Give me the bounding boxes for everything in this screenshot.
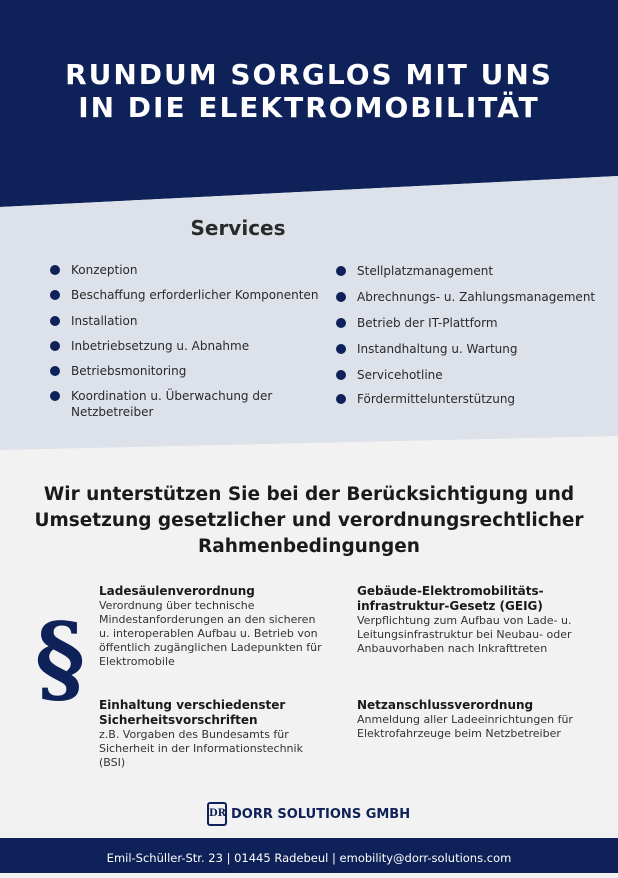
law-item-title: Gebäude-Elektromobilitäts-infrastruktur-Gesetz (GEIG): [357, 584, 544, 613]
law-item-text: z.B. Vorgaben des Bundesamts für Sicherheit in der Informationstechnik (BSI): [99, 728, 303, 769]
paragraph-icon: §: [34, 602, 86, 715]
page-title-line-1: RUNDUM SORGLOS MIT UNS: [65, 58, 553, 91]
bullet-icon: [336, 292, 346, 302]
bullet-icon: [336, 344, 346, 354]
bullet-icon: [50, 290, 60, 300]
list-item: [50, 313, 320, 329]
regulation-heading-line-2: Umsetzung gesetzlicher und verordnungsrechtlicher: [34, 510, 584, 531]
list-item-label: Instandhaltung u. Wartung: [357, 342, 518, 356]
law-item-sicherheitsvorschriften: [99, 698, 324, 770]
list-item: [336, 391, 606, 407]
list-item: [336, 367, 606, 383]
law-item-text: Verordnung über technische Mindestanforderungen an den sicheren u. interoperablen Aufbau u. Betrieb von öffentlich zugänglichen Ladepunkten für Elektromobile: [99, 599, 322, 668]
list-item: [336, 315, 606, 331]
bullet-icon: [50, 341, 60, 351]
law-item-ladesaeulenverordnung: [99, 584, 324, 669]
page-title: [0, 58, 618, 124]
list-item: [336, 263, 606, 279]
bullet-icon: [336, 318, 346, 328]
law-item-text: Verpflichtung zum Aufbau von Lade- u. Leitungsinfrastruktur bei Neubau- oder Anbauvorhaben nach Inkrafttreten: [357, 614, 572, 655]
law-item-title: Einhaltung verschiedenster Sicherheitsvorschriften: [99, 698, 286, 727]
bullet-icon: [50, 366, 60, 376]
bullet-icon: [336, 266, 346, 276]
list-item-label: Installation: [71, 314, 138, 328]
list-item: [336, 289, 606, 305]
bullet-icon: [50, 391, 60, 401]
list-item-label: Betriebsmonitoring: [71, 364, 187, 378]
company-logo: [207, 802, 411, 828]
list-item-label: Koordination u. Überwachung der Netzbetreiber: [71, 389, 273, 419]
page-title-line-2: IN DIE ELEKTROMOBILITÄT: [78, 91, 540, 124]
law-item-text: Anmeldung aller Ladeeinrichtungen für Elektrofahrzeuge beim Netzbetreiber: [357, 713, 573, 740]
list-item-label: Servicehotline: [357, 368, 443, 382]
law-item-netzanschlussverordnung: [357, 698, 602, 741]
list-item-label: Abrechnungs- u. Zahlungsmanagement: [357, 290, 596, 304]
list-item-label: Stellplatzmanagement: [357, 264, 494, 278]
law-item-geig: [357, 584, 602, 656]
bullet-icon: [50, 265, 60, 275]
list-item: [336, 341, 606, 357]
bullet-icon: [336, 370, 346, 380]
list-item: [50, 262, 320, 278]
list-item-label: Fördermittelunterstützung: [357, 392, 516, 406]
bullet-icon: [50, 316, 60, 326]
logo-mark-icon: DR: [207, 802, 227, 826]
regulation-heading-line-1: Wir unterstützen Sie bei der Berücksichtigung und: [43, 484, 575, 505]
list-item-label: Betrieb der IT-Plattform: [357, 316, 498, 330]
list-item: [50, 363, 320, 379]
footer-contact: Emil-Schüller-Str. 23 | 01445 Radebeul | emobility@dorr-solutions.com: [0, 838, 618, 873]
list-item: [50, 287, 320, 303]
list-item-label: Konzeption: [71, 263, 138, 277]
regulation-heading: [0, 482, 618, 560]
regulation-heading-line-3: Rahmenbedingungen: [198, 536, 420, 557]
company-name: DORR SOLUTIONS GMBH: [231, 807, 411, 822]
list-item: [50, 388, 282, 420]
bullet-icon: [336, 394, 346, 404]
list-item-label: Inbetriebsetzung u. Abnahme: [71, 339, 250, 353]
list-item-label: Beschaffung erforderlicher Komponenten: [71, 288, 319, 302]
list-item: [50, 338, 320, 354]
services-title: Services: [190, 216, 286, 240]
law-item-title: Netzanschlussverordnung: [357, 698, 534, 712]
law-item-title: Ladesäulenverordnung: [99, 584, 255, 598]
